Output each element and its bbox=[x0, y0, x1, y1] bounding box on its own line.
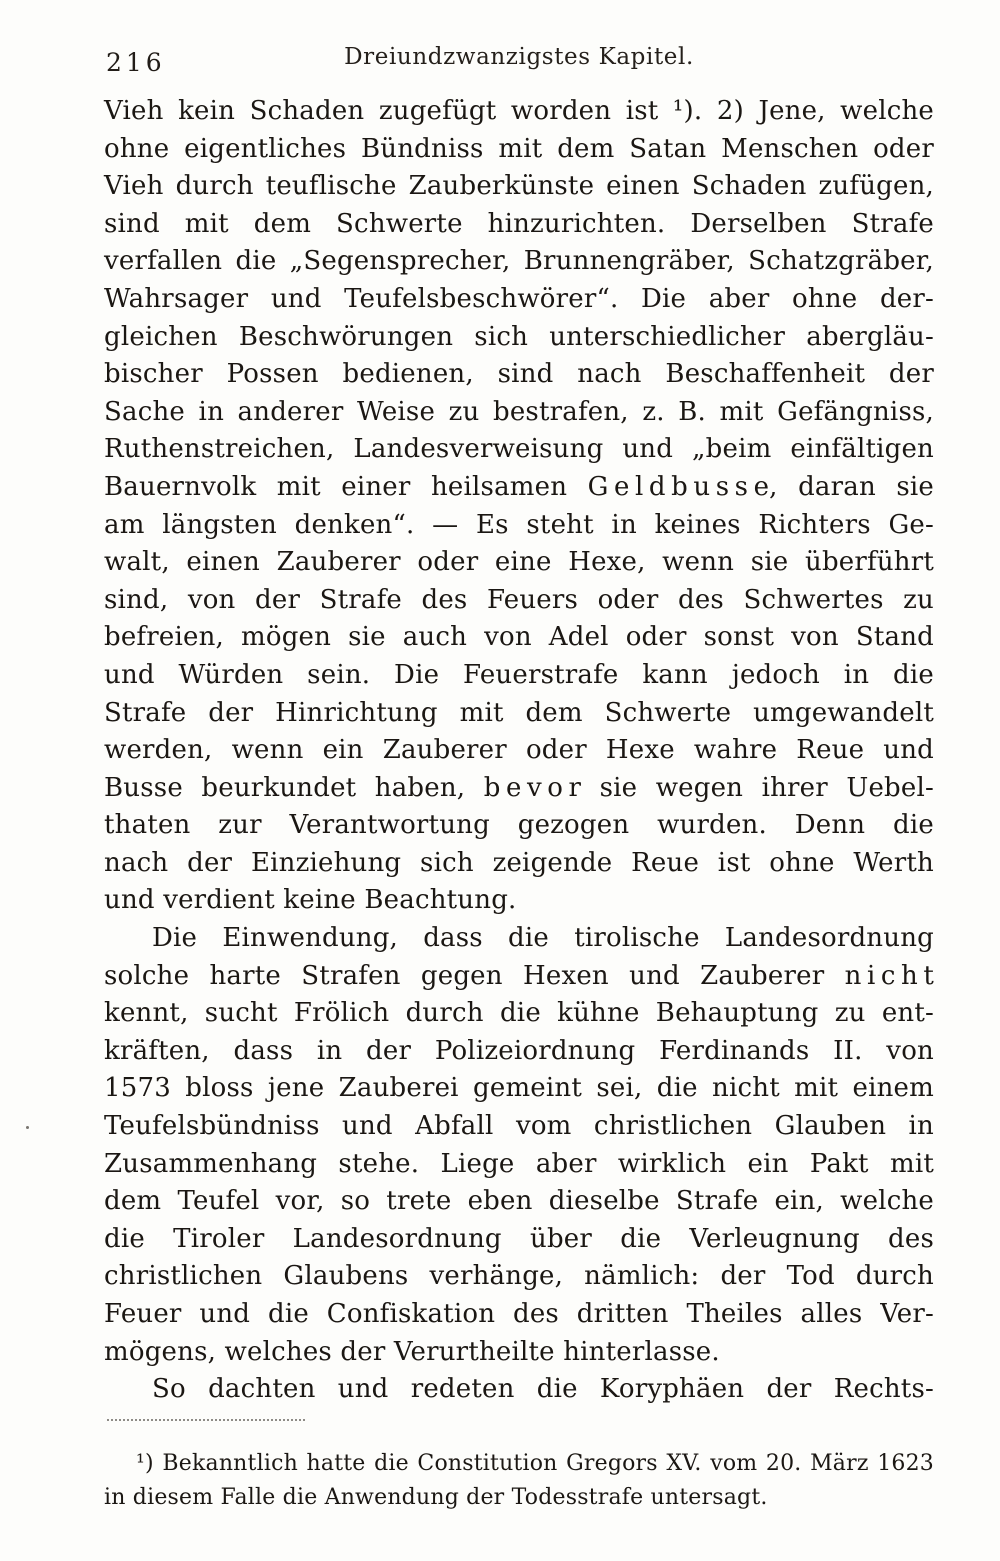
text-line: christlichen Glaubens verhänge, nämlich: der Tod durch bbox=[104, 1261, 934, 1292]
text-line: So dachten und redeten die Koryphäen der Rechts- bbox=[152, 1374, 934, 1405]
text-line: bischer Possen bedienen, sind nach Beschaffenheit der bbox=[104, 359, 934, 390]
text-line: solche harte Strafen gegen Hexen und Zauberer n i c h t bbox=[104, 960, 934, 991]
scan-speck bbox=[26, 1126, 29, 1129]
text-line: gleichen Beschwörungen sich unterschiedlicher abergläu- bbox=[104, 321, 934, 352]
text-line: befreien, mögen sie auch von Adel oder sonst von Stand bbox=[104, 622, 934, 653]
text-line: nach der Einziehung sich zeigende Reue ist ohne Werth bbox=[104, 847, 934, 878]
text-line: Strafe der Hinrichtung mit dem Schwerte umgewandelt bbox=[104, 697, 934, 728]
chapter-title: Dreiundzwanzigstes Kapitel. bbox=[344, 44, 694, 70]
text-line: Sache in anderer Weise zu bestrafen, z. B. mit Gefängniss, bbox=[104, 396, 934, 427]
text-line: sind mit dem Schwerte hinzurichten. Derselben Strafe bbox=[104, 208, 934, 239]
text-line: Wahrsager und Teufelsbeschwörer“. Die aber ohne der- bbox=[104, 283, 934, 314]
footnote-separator bbox=[107, 1419, 305, 1421]
text-line: Ruthenstreichen, Landesverweisung und „beim einfältigen bbox=[104, 434, 934, 465]
text-line: Vieh kein Schaden zugefügt worden ist ¹). 2) Jene, welche bbox=[104, 96, 934, 126]
text-line: kräften, dass in der Polizeiordnung Ferdinands II. von bbox=[104, 1035, 934, 1066]
text-line: thaten zur Verantwortung gezogen wurden. Denn die bbox=[104, 810, 934, 841]
text-line: Bauernvolk mit einer heilsamen G e l d b u s s e, daran sie bbox=[104, 471, 934, 502]
footnote bbox=[104, 1447, 934, 1515]
text-line: sind, von der Strafe des Feuers oder des Schwertes zu bbox=[104, 584, 934, 615]
text-line: 1573 bloss jene Zauberei gemeint sei, die nicht mit einem bbox=[104, 1073, 934, 1104]
text-line: Teufelsbündniss und Abfall vom christlichen Glauben in bbox=[104, 1111, 934, 1142]
text-line: Vieh durch teuflische Zauberkünste einen Schaden zufügen, bbox=[104, 171, 934, 202]
text-line: ohne eigentliches Bündniss mit dem Satan Menschen oder bbox=[104, 133, 934, 164]
text-line: Die Einwendung, dass die tirolische Landesordnung bbox=[152, 923, 934, 954]
footnote-line: in diesem Falle die Anwendung der Todesstrafe untersagt. bbox=[104, 1485, 768, 1510]
text-line: die Tiroler Landesordnung über die Verleugnung des bbox=[104, 1223, 934, 1254]
page-number: 216 bbox=[106, 48, 166, 77]
running-head bbox=[104, 44, 934, 76]
text-line: dem Teufel vor, so trete eben dieselbe Strafe ein, welche bbox=[104, 1186, 934, 1217]
body-text bbox=[104, 93, 934, 1409]
text-line: und verdient keine Beachtung. bbox=[104, 885, 517, 916]
text-line: Feuer und die Confiskation des dritten Theiles alles Ver- bbox=[104, 1299, 934, 1329]
text-line: walt, einen Zauberer oder eine Hexe, wenn sie überführt bbox=[104, 547, 934, 578]
text-line: kennt, sucht Frölich durch die kühne Behauptung zu ent- bbox=[104, 998, 934, 1029]
text-line: Zusammenhang stehe. Liege aber wirklich ein Pakt mit bbox=[104, 1148, 934, 1179]
text-line: und Würden sein. Die Feuerstrafe kann jedoch in die bbox=[104, 659, 934, 690]
text-line: Busse beurkundet haben, b e v o r sie wegen ihrer Uebel- bbox=[104, 772, 934, 803]
footnote-line: ¹) Bekanntlich hatte die Constitution Gregors XV. vom 20. März 1623 bbox=[136, 1451, 934, 1476]
text-line: verfallen die „Segensprecher, Brunnengräber, Schatzgräber, bbox=[104, 246, 934, 277]
text-line: mögens, welches der Verurtheilte hinterlasse. bbox=[104, 1336, 720, 1367]
text-line: am längsten denken“. — Es steht in keines Richters Ge- bbox=[104, 509, 934, 540]
text-line: werden, wenn ein Zauberer oder Hexe wahre Reue und bbox=[104, 735, 934, 766]
